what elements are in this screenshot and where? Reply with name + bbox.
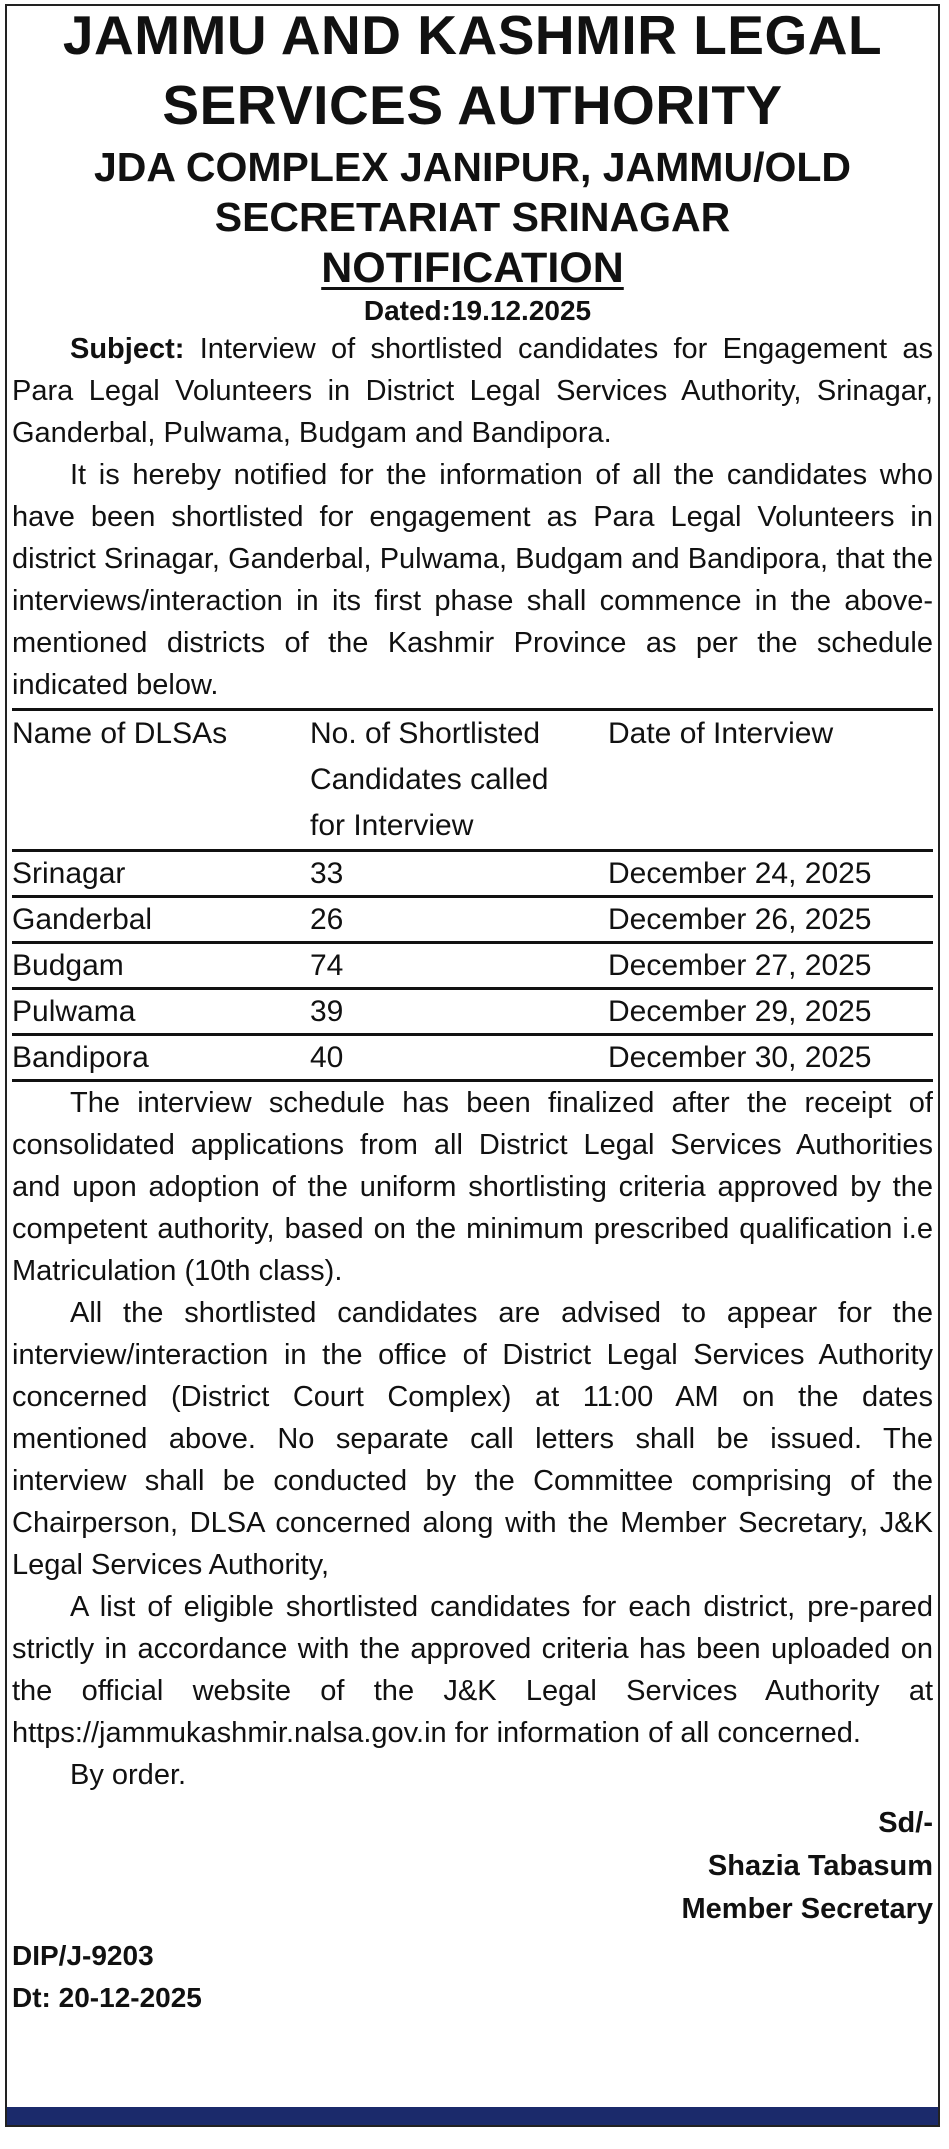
dlsa-name: Srinagar [12, 857, 126, 890]
candidate-count: 26 [310, 903, 344, 936]
interview-schedule-table [12, 708, 933, 1082]
table-row [12, 943, 933, 989]
address-line-2: SECRETARIAT SRINAGAR [214, 194, 731, 240]
title-line-2: SERVICES AUTHORITY [162, 74, 783, 136]
header-candidate-count: No. of Shortlisted Candidates called for Interview [310, 717, 549, 842]
table-row [12, 1035, 933, 1081]
paragraph-2: The interview schedule has been finalized after the receipt of consolidated applications from all District Legal Services Authorities and upon adoption of the uniform shortlisting criteria approved by the competent authority, based on the minimum prescribed qualification i.e Matriculation (10th class). [12, 1087, 933, 1287]
interview-date: December 26, 2025 [608, 903, 872, 936]
dip-number: DIP/J-9203 [12, 1940, 154, 1971]
table-row [12, 989, 933, 1035]
dated-line: Dated:19.12.2025 [363, 295, 592, 326]
candidate-count: 74 [310, 949, 344, 982]
dlsa-name: Bandipora [12, 1041, 149, 1074]
publication-date: Dt: 20-12-2025 [12, 1982, 202, 2013]
dlsa-name: Pulwama [12, 995, 136, 1028]
dlsa-name: Ganderbal [12, 903, 153, 936]
subject-text: Interview of shortlisted candidates for Engagement as Para Legal Volunteers in District Legal Services Authority, Srinagar, Ganderbal, Pulwama, Budgam and Bandipora. [12, 333, 933, 449]
interview-date: December 30, 2025 [608, 1041, 872, 1074]
interview-date: December 27, 2025 [608, 949, 872, 982]
bottom-border-band [7, 2107, 938, 2125]
by-order: By order. [70, 1759, 187, 1791]
title-line-1: JAMMU AND KASHMIR LEGAL [62, 4, 883, 66]
header-dlsa-name: Name of DLSAs [12, 717, 228, 750]
signatory-designation: Member Secretary [681, 1893, 933, 1925]
subject-label: Subject: [70, 333, 185, 365]
paragraph-4: A list of eligible shortlisted candidates for each district, pre-pared strictly in accordance with the approved criteria has been uploaded on the official website of the J&K Legal Services Authority at https://jammukashmir.nalsa.gov.in for information of all concerned. [12, 1591, 933, 1749]
dlsa-name: Budgam [12, 949, 124, 982]
notification-heading: NOTIFICATION [321, 244, 624, 292]
notification-page [5, 4, 940, 2127]
signatory-name: Shazia Tabasum [707, 1850, 933, 1882]
candidate-count: 33 [310, 857, 344, 890]
subject-paragraph [12, 328, 933, 454]
address-line-1: JDA COMPLEX JANIPUR, JAMMU/OLD [93, 144, 852, 190]
interview-date: December 24, 2025 [608, 857, 872, 890]
candidate-count: 40 [310, 1041, 344, 1074]
paragraph-1: It is hereby notified for the information of all the candidates who have been shortlisted for engagement as Para Legal Volunteers in district Srinagar, Ganderbal, Pulwama, Budgam and Bandipora, that the interviews/interaction in its first phase shall commence in the above-mentioned districts of the Kashmir Province as per the schedule indicated below. [12, 459, 933, 701]
header-interview-date: Date of Interview [608, 717, 834, 750]
interview-date: December 29, 2025 [608, 995, 872, 1028]
candidate-count: 39 [310, 995, 344, 1028]
paragraph-3: All the shortlisted candidates are advised to appear for the interview/interaction in the office of District Legal Services Authority concerned (District Court Complex) at 11:00 AM on the dates mentioned above. No separate call letters shall be issued. The interview shall be conducted by the Committee comprising of the Chairperson, DLSA concerned along with the Member Secretary, J&K Legal Services Authority, [12, 1297, 933, 1581]
signature-sd: Sd/- [878, 1807, 933, 1839]
table-row [12, 851, 933, 897]
table-row [12, 897, 933, 943]
table-header-row [12, 710, 933, 851]
